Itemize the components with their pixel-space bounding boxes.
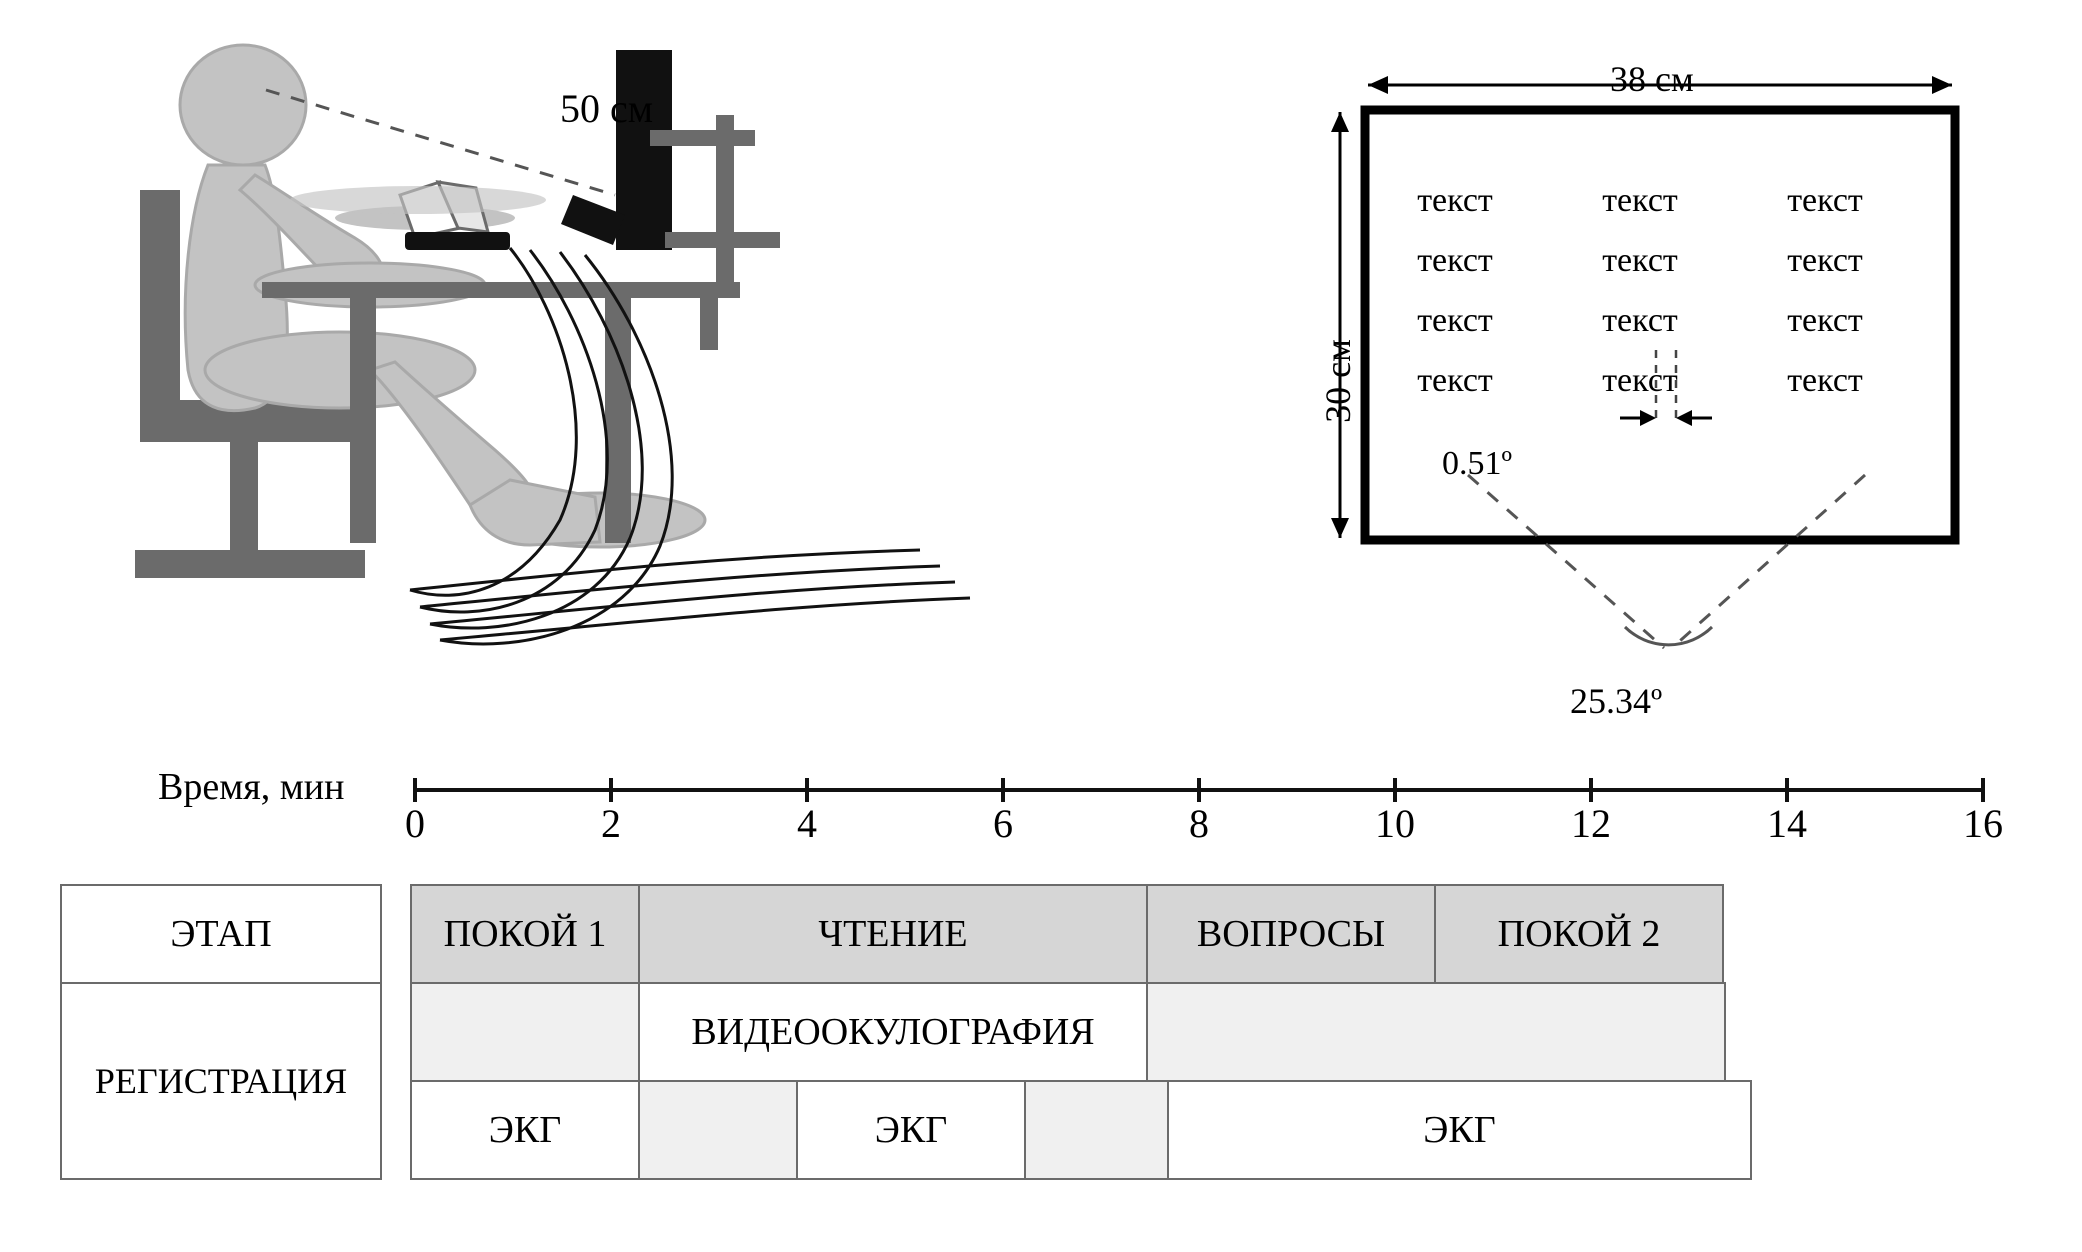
reg-cell-empty [638,1080,798,1180]
screen-text-word: текст [1787,362,1863,399]
timeline-tick: 14 [1767,801,1807,846]
timeline-tick: 4 [797,801,817,846]
viewing-angle-label: 25.34º [1570,681,1663,721]
stage-cell-questions: ВОПРОСЫ [1146,884,1436,984]
screen-width-label: 38 см [1610,59,1694,99]
protocol-row-labels [60,884,382,1180]
screen-text-word: текст [1417,302,1493,339]
screen-text-word: текст [1602,182,1678,219]
reg-cell-ecg-1: ЭКГ [410,1080,640,1180]
label-registration: РЕГИСТРАЦИЯ [60,984,382,1180]
screen-text-word: текст [1787,302,1863,339]
registration-row-ecg [410,1080,2020,1180]
screen-text-row [1380,362,1900,400]
char-angle-label: 0.51º [1442,445,1513,482]
timeline-tick: 8 [1189,801,1209,846]
screen-text-word: текст [1417,182,1493,219]
screen-text-word: текст [1787,242,1863,279]
label-stage: ЭТАП [60,884,382,984]
screen-text-row [1380,242,1900,280]
screen-text-row [1380,182,1900,220]
stage-row [410,884,2020,984]
cables [410,248,970,644]
timeline-tick: 6 [993,801,1013,846]
reg-cell-empty [1024,1080,1169,1180]
reg-cell-videooculography: ВИДЕООКУЛОГРАФИЯ [638,982,1148,1082]
timeline-tick: 2 [601,801,621,846]
reg-cell-empty [410,982,640,1082]
screen-text-word: текст [1417,362,1493,399]
timeline-tick: 0 [405,801,425,846]
reg-cell-empty [1146,982,1726,1082]
workstation-illustration [40,10,1340,770]
protocol-grid [410,884,2020,1180]
screen-height-label: 30 см [1317,339,1358,423]
timeline-axis-title: Время, мин [158,766,345,808]
reg-cell-ecg-2: ЭКГ [796,1080,1026,1180]
stage-cell-rest2: ПОКОЙ 2 [1434,884,1724,984]
timeline-tick: 16 [1963,801,2003,846]
screen-text-word: текст [1602,242,1678,279]
timeline-tick: 12 [1571,801,1611,846]
distance-label: 50 см [560,86,654,131]
reg-cell-ecg-3: ЭКГ [1167,1080,1752,1180]
screen-diagram [1317,50,2050,750]
stage-cell-reading: ЧТЕНИЕ [638,884,1148,984]
screen-text-block [1380,182,1900,422]
screen-text-word: текст [1602,302,1678,339]
timeline-tick: 10 [1375,801,1415,846]
protocol-table [60,884,2020,1184]
registration-row-videooculography [410,982,2020,1082]
screen-text-word: текст [1602,362,1678,399]
stage-cell-rest1: ПОКОЙ 1 [410,884,640,984]
screen-text-word: текст [1417,242,1493,279]
screen-text-word: текст [1787,182,1863,219]
screen-text-row [1380,302,1900,340]
